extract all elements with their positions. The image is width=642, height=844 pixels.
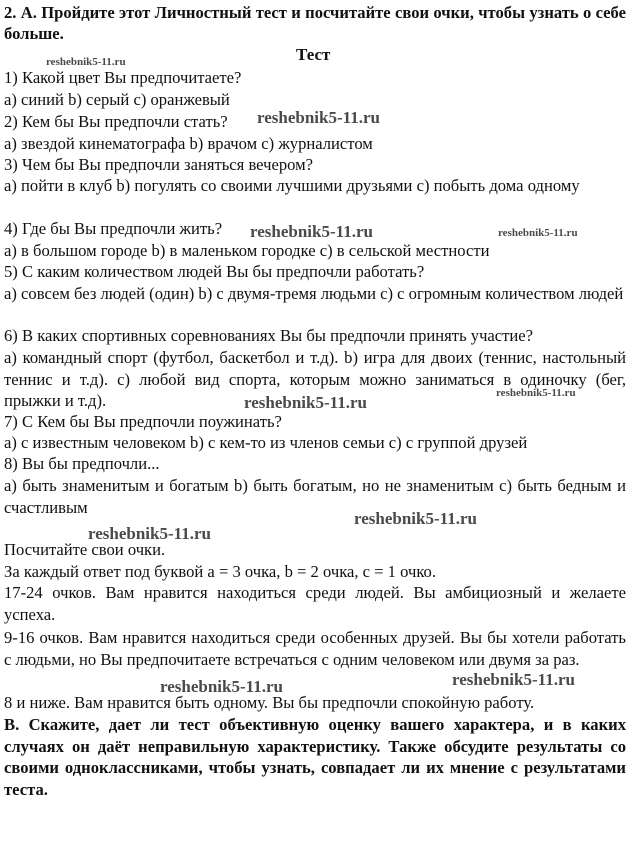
watermark: reshebnik5-11.ru bbox=[250, 222, 373, 241]
watermark: reshebnik5-11.ru bbox=[452, 670, 575, 689]
question-1: 1) Какой цвет Вы предпочитаете? bbox=[4, 68, 242, 87]
question-5: 5) С каким количеством людей Вы бы предпочли работать? bbox=[4, 262, 425, 281]
task-a-header: 2. А. Пройдите этот Личностный тест и посчитайте свои очки, чтобы узнать о себе больше. bbox=[4, 3, 626, 43]
result-mid: 9-16 очков. Вам нравится находиться среди особенных друзей. Вы бы хотели работать с людьми, но Вы предпочитаете встречаться с одним человеком или двумя за раз. bbox=[4, 628, 626, 669]
answers-3: а) пойти в клуб b) погулять со своими лучшими друзьями с) побыть дома одному bbox=[4, 176, 580, 195]
scoring-intro: Посчитайте свои очки. bbox=[4, 540, 166, 559]
result-high: 17-24 очков. Вам нравится находиться среди людей. Вы амбициозный и желаете успеха. bbox=[4, 583, 626, 624]
answers-5: а) совсем без людей (один) b) с двумя-тремя людьми с) с огромным количеством людей bbox=[4, 284, 624, 303]
result-low: 8 и ниже. Вам нравится быть одному. Вы бы предпочли спокойную работу. bbox=[4, 693, 535, 712]
test-title: Тест bbox=[296, 45, 331, 64]
watermark: reshebnik5-11.ru bbox=[354, 509, 477, 528]
question-4: 4) Где бы Вы предпочли жить? bbox=[4, 219, 223, 238]
question-2: 2) Кем бы Вы предпочли стать? bbox=[4, 112, 228, 131]
answers-2: а) звездой кинематографа b) врачом с) журналистом bbox=[4, 134, 373, 153]
question-6: 6) В каких спортивных соревнованиях Вы бы предпочли принять участие? bbox=[4, 326, 534, 345]
answers-4: а) в большом городе b) в маленьком городке с) в сельской местности bbox=[4, 241, 490, 260]
watermark: reshebnik5-11.ru bbox=[88, 524, 211, 543]
answers-6: а) командный спорт (футбол, баскетбол и т.д). b) игра для двоих (теннис, настольный теннис и т.д). с) любой вид спорта, которым можно заниматься в одиночку (бег, прыжки и т.д). bbox=[4, 348, 626, 410]
watermark: reshebnik5-11.ru bbox=[160, 677, 283, 696]
watermark: reshebnik5-11.ru bbox=[46, 56, 126, 68]
task-b: В. Скажите, дает ли тест объективную оценку вашего характера, и в каких случаях он даёт неправильную характеристику. Также обсудите результаты со своими одноклассниками, чтобы узнать, совпадает ли их мнение с результатами теста. bbox=[4, 715, 626, 799]
answers-1: а) синий b) серый с) оранжевый bbox=[4, 90, 230, 109]
question-3: 3) Чем бы Вы предпочли заняться вечером? bbox=[4, 155, 313, 174]
watermark: reshebnik5-11.ru bbox=[498, 227, 578, 239]
question-8: 8) Вы бы предпочли... bbox=[4, 454, 160, 473]
scoring-rule: За каждый ответ под буквой а = 3 очка, b = 2 очка, с = 1 очко. bbox=[4, 562, 437, 581]
question-7: 7) С Кем бы Вы предпочли поужинать? bbox=[4, 412, 282, 431]
answers-7: а) с известным человеком b) с кем-то из членов семьи с) с группой друзей bbox=[4, 433, 528, 452]
answers-8: а) быть знаменитым и богатым b) быть богатым, но не знаменитым с) быть бедным и счастливым bbox=[4, 476, 626, 517]
watermark: reshebnik5-11.ru bbox=[244, 393, 367, 412]
watermark: reshebnik5-11.ru bbox=[257, 108, 380, 127]
watermark: reshebnik5-11.ru bbox=[496, 387, 576, 399]
